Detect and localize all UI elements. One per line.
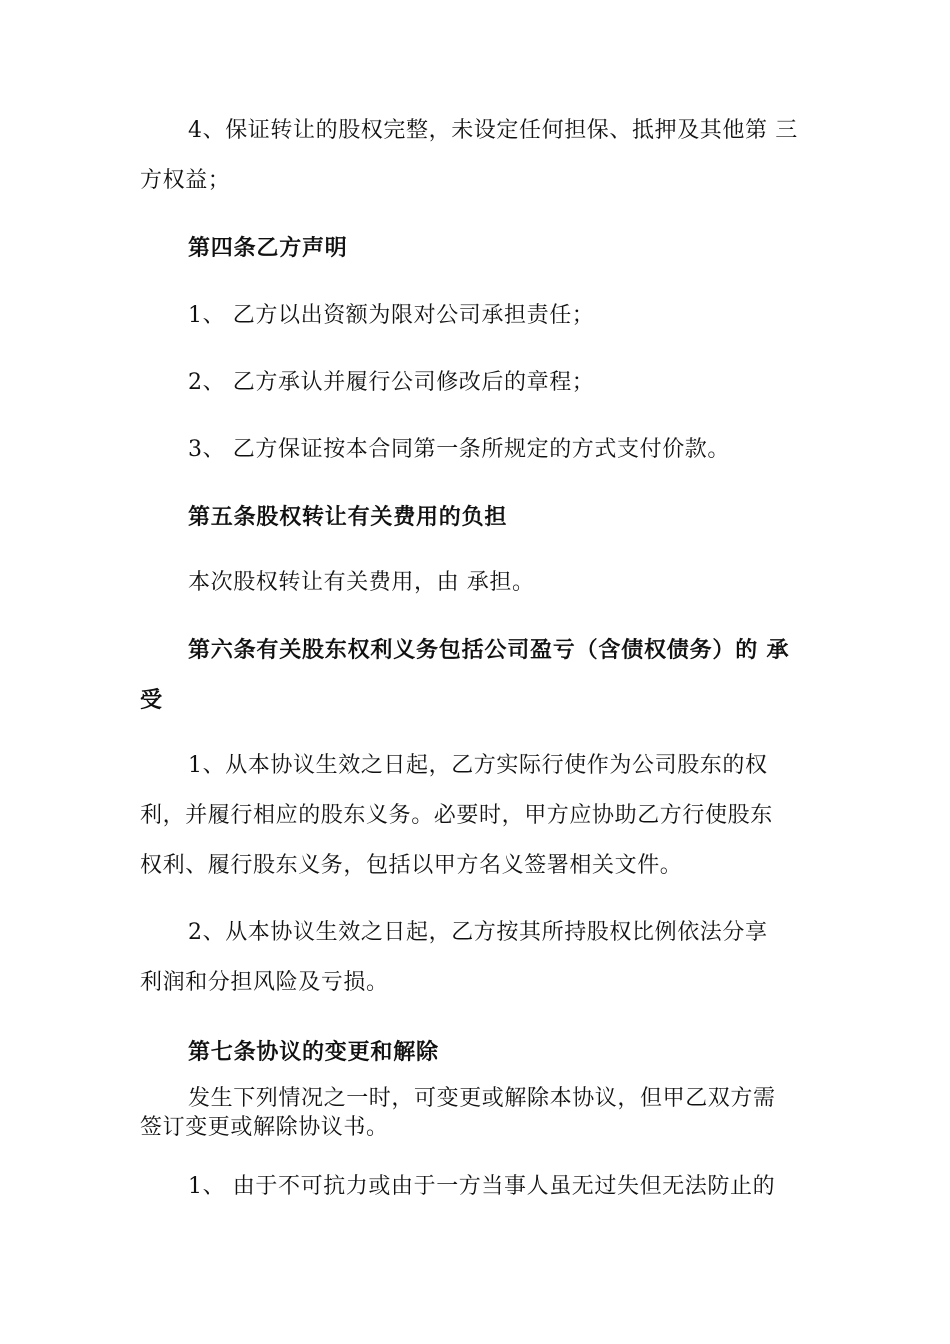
heading-clause-6-line2: 受 — [140, 687, 163, 713]
clause3-item4-line2: 方权益； — [140, 168, 231, 193]
heading-clause-6-line1: 第六条有关股东权利义务包括公司盈亏（含债权债务）的 承 — [188, 637, 790, 663]
clause4-item1: 1、 乙方以出资额为限对公司承担责任； — [188, 303, 595, 328]
clause6-item2-line1: 2、从本协议生效之日起，乙方按其所持股权比例依法分享 — [188, 920, 768, 945]
clause3-item4-line1: 4、保证转让的股权完整，未设定任何担保、抵押及其他第 三 — [188, 118, 798, 143]
clause7-intro-line1: 发生下列情况之一时，可变更或解除本协议，但甲乙双方需 — [188, 1086, 776, 1111]
clause4-item2: 2、 乙方承认并履行公司修改后的章程； — [188, 370, 595, 395]
clause7-item1: 1、 由于不可抗力或由于一方当事人虽无过失但无法防止的 — [188, 1174, 776, 1199]
clause6-item1-line3: 权利、履行股东义务，包括以甲方名义签署相关文件。 — [140, 853, 683, 878]
clause6-item1-line2: 利，并履行相应的股东义务。必要时，甲方应协助乙方行使股东 — [140, 803, 773, 828]
clause4-item3: 3、 乙方保证按本合同第一条所规定的方式支付价款。 — [188, 437, 730, 462]
heading-clause-7: 第七条协议的变更和解除 — [188, 1039, 439, 1065]
heading-clause-4: 第四条乙方声明 — [188, 235, 348, 261]
heading-clause-5: 第五条股权转让有关费用的负担 — [188, 504, 508, 530]
clause5-text: 本次股权转让有关费用，由 承担。 — [188, 570, 535, 595]
clause6-item2-line2: 利润和分担风险及亏损。 — [140, 970, 389, 995]
clause7-intro-line2: 签订变更或解除协议书。 — [140, 1115, 389, 1140]
clause6-item1-line1: 1、从本协议生效之日起，乙方实际行使作为公司股东的权 — [188, 753, 768, 778]
